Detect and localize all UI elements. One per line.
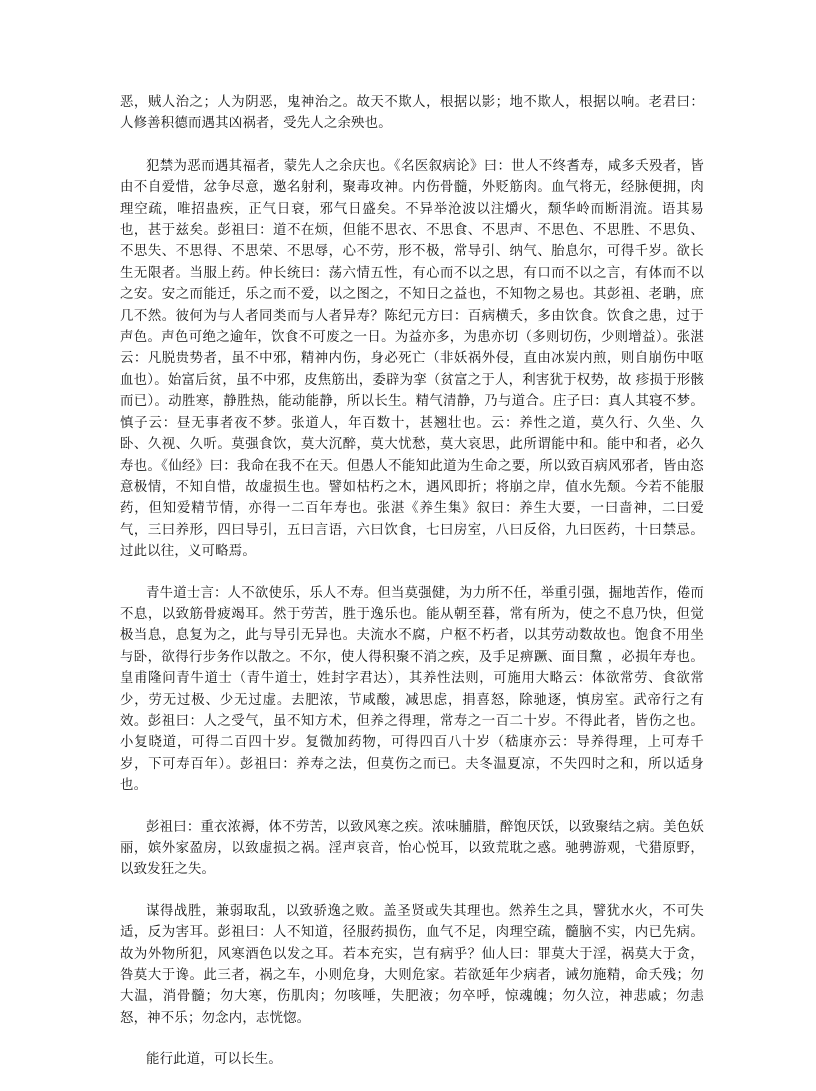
paragraph-2: 犯禁为恶而遇其福者，蒙先人之余庆也。《名医叙病论》曰：世人不终耆寿，咸多夭殁者，皆由不自爱惜，忿争尽意，邀名射利，聚毒攻神。内伤骨髓，外贬筋肉。血气将无，经脉便拥，肉理空疏，唯招蛊疾，正气日衰，邪气日盛矣。不异举沧波以注爝火，颓华岭而断涓流。语其易也，甚于兹矣。彭祖曰：道不在烦，但能不思衣、不思食、不思声、不思色、不思胜、不思负、不思失、不思得、不思荣、不思辱，心不劳，形不极，常导引、纳气、胎息尔，可得千岁。欲长生无限者。当服上药。仲长统曰：荡六情五性，有心而不以之思，有口而不以之言，有体而不以之安。安之而能迁，乐之而不爱，以之图之，不知日之益也，不知物之易也。其彭祖、老聃，庶几不然。彼何为与人者同类而与人者异寿？陈纪元方曰：百病横夭，多由饮食。饮食之患，过于声色。声色可绝之逾年，饮食不可废之一日。为益亦多，为患亦切（多则切伤，少则增益）。张湛云：凡脱贵势者，虽不中邪，精神内伤，身必死亡（非妖祸外侵，直由冰炭内煎，则自崩伤中呕血也）。始富后贫，虽不中邪，皮焦筋出，委辟为挛（贫富之于人，利害犹于权势，故 疹损于形骸而已）。动胜寒，静胜热，能动能静，所以长生。精气清静，乃与道合。庄子曰：真人其寝不梦。慎子云：昼无事者夜不梦。张道人，年百数十，甚翘壮也。云：养性之道，莫久行、久坐、久卧、久视、久听。莫强食饮，莫大沉醉，莫大忧愁，莫大哀思，此所谓能中和。能中和者，必久寿也。《仙经》曰：我命在我不在天。但愚人不能知此道为生命之要，所以致百病风邪者，皆由恣意极情，不知自惜，故虚损生也。譬如枯朽之木，遇风即折；将崩之岸，值水先颓。今若不能服药，但知爱精节情，亦得一二百年寿也。张湛《养生集》叙曰：养生大要，一曰啬神，二曰爱气，三曰养形，四曰导引，五曰言语，六曰饮食，七曰房室，八曰反俗，九曰医药，十曰禁忌。过此以往，义可略焉。 xyxy=(120,158,704,560)
paragraph-1: 恶，贼人治之；人为阴恶，鬼神治之。故天不欺人，根据以影；地不欺人，根据以响。老君曰：人修善积德而遇其凶祸者，受先人之余殃也。 xyxy=(120,95,704,132)
paragraph-5: 谋得战胜，兼弱取乱，以致骄逸之败。盖圣贤或失其理也。然养生之具，譬犹水火，不可失适，反为害耳。彭祖曰：人不知道，径服药损伤，血气不足，肉理空疏，髓脑不实，内已先病。故为外物所犯，风寒酒色以发之耳。若本充实，岂有病乎？仙人曰：罪莫大于淫，祸莫大于贪，咎莫大于谗。此三者，祸之车，小则危身，大则危家。若欲延年少病者，诫勿施精，命夭残；勿大温，消骨髓；勿大寒，伤肌肉；勿咳唾，失肥液；勿卒呼，惊魂魄；勿久泣，神悲戚；勿恚怒，神不乐；勿念内，志恍惚。 xyxy=(120,903,704,1026)
paragraph-4: 彭祖曰：重衣浓褥，体不劳苦，以致风寒之疾。浓味脯腊，醉饱厌饫，以致聚结之病。美色妖丽，嫔外家盈房，以致虚损之祸。淫声哀音，怡心悦耳，以致荒耽之惑。驰骋游观，弋猎原野，以致发狂之失。 xyxy=(120,819,704,878)
document-page xyxy=(120,92,704,1091)
paragraph-6: 能行此道，可以长生。 xyxy=(146,1052,282,1068)
paragraph-3: 青牛道士言：人不欲使乐，乐人不寿。但当莫强健，为力所不任，举重引强，掘地苦作，倦而不息，以致筋骨疲竭耳。然于劳苦，胜于逸乐也。能从朝至暮，常有所为，使之不息乃快，但觉极当息，息复为之，此与导引无异也。夫流水不腐，户枢不朽者，以其劳动数故也。饱食不用坐与卧，欲得行步务作以散之。不尔，使人得积聚不消之疾，及手足痹蹶、面目黧 ，必损年寿也。皇甫隆问青牛道士（青牛道士，姓封字君达），其养性法则，可施用大略云：体欲常劳、食欲常少，劳无过极、少无过虚。去肥浓，节咸酸，减思虑，捐喜怒，除驰逐，慎房室。武帝行之有效。彭祖曰：人之受气，虽不知方术，但养之得理，常寿之一百二十岁。不得此者，皆伤之也。小复晓道，可得二百四十岁。复微加药物，可得四百八十岁（嵇康亦云：导养得理，上可寿千岁，下可寿百年）。彭祖曰：养寿之法，但莫伤之而已。夫冬温夏凉，不失四时之和，所以适身也。 xyxy=(120,585,704,794)
